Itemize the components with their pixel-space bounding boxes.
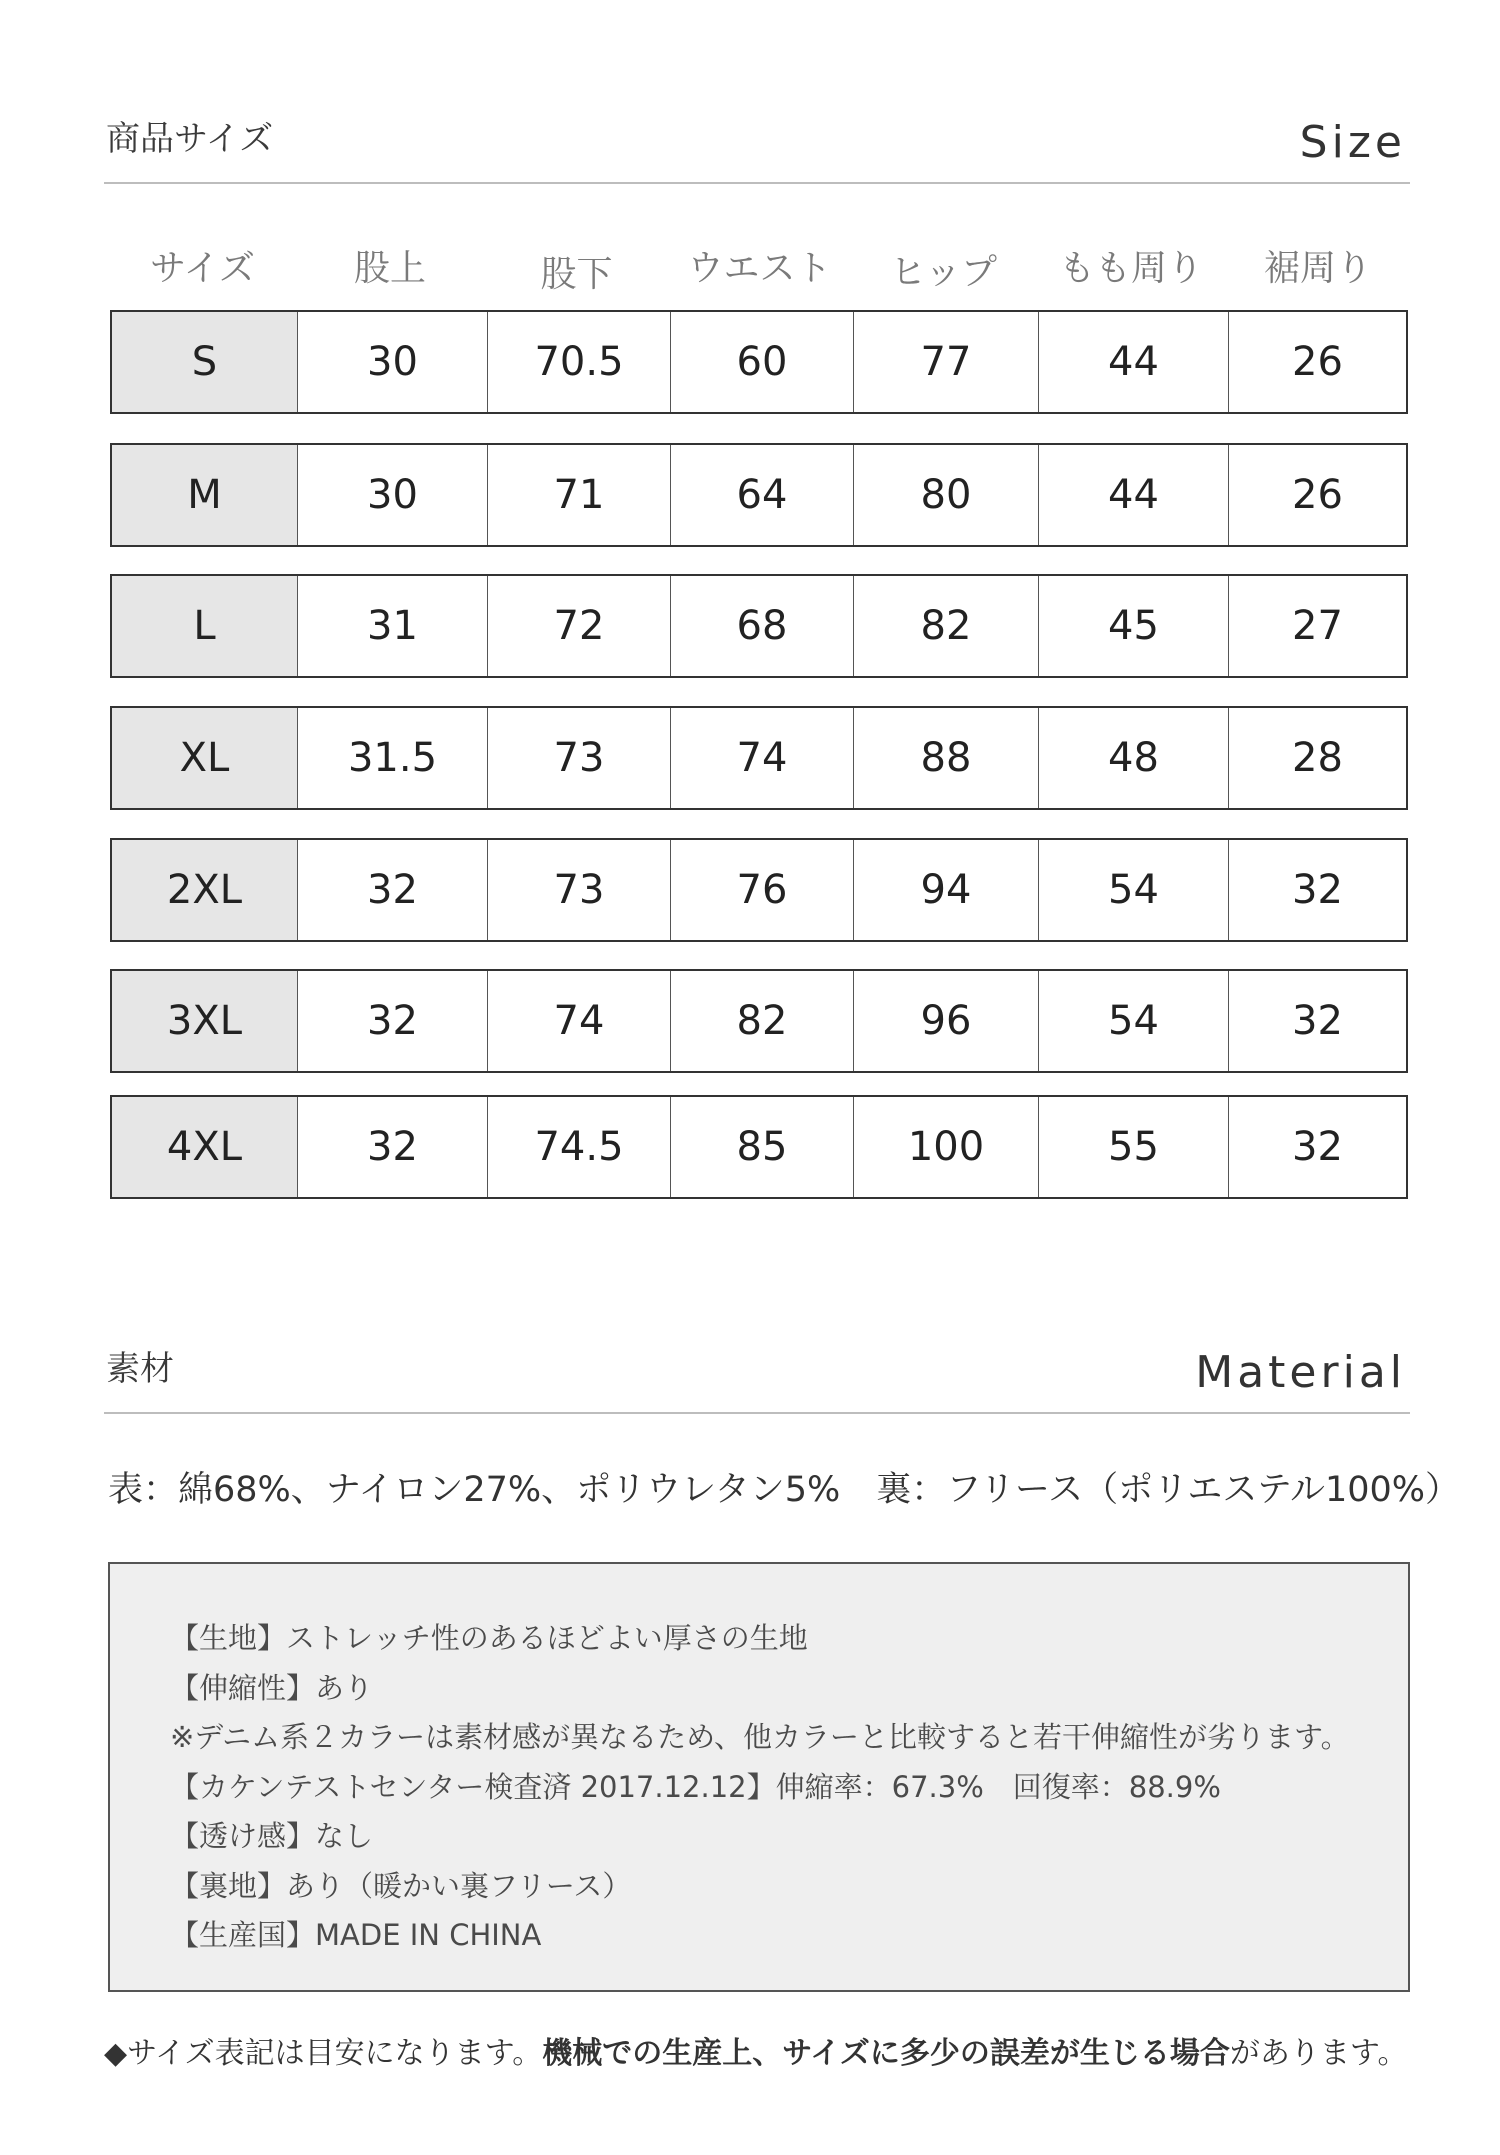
material-notes-box	[108, 1562, 1410, 1992]
rise-value: 30	[297, 312, 487, 412]
col-header-inseam: 股下	[540, 254, 613, 295]
inseam-value: 73	[487, 708, 670, 808]
size-table-header	[110, 240, 1410, 300]
size-label: 4XL	[112, 1097, 297, 1197]
thigh-value: 44	[1038, 312, 1228, 412]
size-label: L	[112, 576, 297, 676]
hip-value: 88	[853, 708, 1038, 808]
inseam-value: 73	[487, 840, 670, 940]
thigh-value: 54	[1038, 840, 1228, 940]
thigh-value: 48	[1038, 708, 1228, 808]
col-header-hip: ヒップ	[890, 252, 997, 293]
disclaimer-part3: があります。	[1229, 2036, 1408, 2071]
waist-value: 64	[670, 445, 853, 545]
rise-value: 30	[297, 445, 487, 545]
rise-value: 31	[297, 576, 487, 676]
material-section-header	[104, 1300, 1410, 1414]
col-header-hem: 裾周り	[1263, 248, 1372, 289]
size-label: XL	[112, 708, 297, 808]
size-title-en: Size	[1299, 117, 1406, 168]
disclaimer-part1: ◆サイズ表記は目安になります。	[104, 2036, 543, 2071]
note-origin: 【生産国】MADE IN CHINA	[170, 1918, 542, 1952]
col-header-thigh: もも周り	[1058, 248, 1203, 289]
size-label: 2XL	[112, 840, 297, 940]
waist-value: 74	[670, 708, 853, 808]
note-test-result: 【カケンテストセンター検査済 2017.12.12】伸縮率：67.3% 回復率：88.9%	[170, 1769, 1221, 1804]
table-row	[110, 706, 1408, 810]
size-label: S	[112, 312, 297, 412]
table-row	[110, 574, 1408, 678]
note-lining: 【裏地】あり（暖かい裏フリース）	[170, 1868, 632, 1903]
inseam-value: 72	[487, 576, 670, 676]
note-sheerness: 【透け感】なし	[170, 1819, 374, 1853]
col-header-waist: ウエスト	[687, 248, 832, 289]
rise-value: 32	[297, 1097, 487, 1197]
hem-value: 32	[1228, 1097, 1406, 1197]
disclaimer-bold: 機械での生産上、サイズに多少の誤差が生じる場合	[542, 2036, 1230, 2071]
waist-value: 76	[670, 840, 853, 940]
table-row	[110, 443, 1408, 547]
waist-value: 60	[670, 312, 853, 412]
thigh-value: 54	[1038, 971, 1228, 1071]
size-label: 3XL	[112, 971, 297, 1071]
thigh-value: 44	[1038, 445, 1228, 545]
inseam-value: 74.5	[487, 1097, 670, 1197]
hip-value: 80	[853, 445, 1038, 545]
hem-value: 27	[1228, 576, 1406, 676]
hip-value: 82	[853, 576, 1038, 676]
inseam-value: 71	[487, 445, 670, 545]
table-row	[110, 969, 1408, 1073]
waist-value: 68	[670, 576, 853, 676]
hip-value: 94	[853, 840, 1038, 940]
inseam-value: 74	[487, 971, 670, 1071]
inseam-value: 70.5	[487, 312, 670, 412]
note-fabric: 【生地】ストレッチ性のあるほどよい厚さの生地	[170, 1621, 808, 1655]
material-front: 表：綿68%、ナイロン27%、ポリウレタン5%	[108, 1470, 841, 1510]
hem-value: 26	[1228, 445, 1406, 545]
hem-value: 28	[1228, 708, 1406, 808]
table-row	[110, 310, 1408, 414]
material-composition	[108, 1462, 1461, 1512]
size-label: M	[112, 445, 297, 545]
thigh-value: 55	[1038, 1097, 1228, 1197]
hem-value: 32	[1228, 840, 1406, 940]
col-header-rise: 股上	[353, 248, 426, 289]
waist-value: 82	[670, 971, 853, 1071]
rise-value: 32	[297, 971, 487, 1071]
hip-value: 96	[853, 971, 1038, 1071]
size-title-jp: 商品サイズ	[106, 119, 274, 159]
hem-value: 32	[1228, 971, 1406, 1071]
waist-value: 85	[670, 1097, 853, 1197]
thigh-value: 45	[1038, 576, 1228, 676]
size-disclaimer	[104, 2028, 1414, 2072]
note-stretch: 【伸縮性】あり	[170, 1670, 374, 1705]
hem-value: 26	[1228, 312, 1406, 412]
table-row	[110, 838, 1408, 942]
rise-value: 32	[297, 840, 487, 940]
material-title-jp: 素材	[106, 1349, 174, 1389]
hip-value: 100	[853, 1097, 1038, 1197]
material-title-en: Material	[1195, 1347, 1406, 1398]
table-row	[110, 1095, 1408, 1199]
material-back: 裏：フリース（ポリエステル100%）	[876, 1470, 1461, 1510]
col-header-size: サイズ	[149, 248, 256, 289]
size-section-header	[104, 0, 1410, 184]
note-denim: ※デニム系２カラーは素材感が異なるため、他カラーと比較すると若干伸縮性が劣ります。	[170, 1720, 1350, 1754]
rise-value: 31.5	[297, 708, 487, 808]
hip-value: 77	[853, 312, 1038, 412]
